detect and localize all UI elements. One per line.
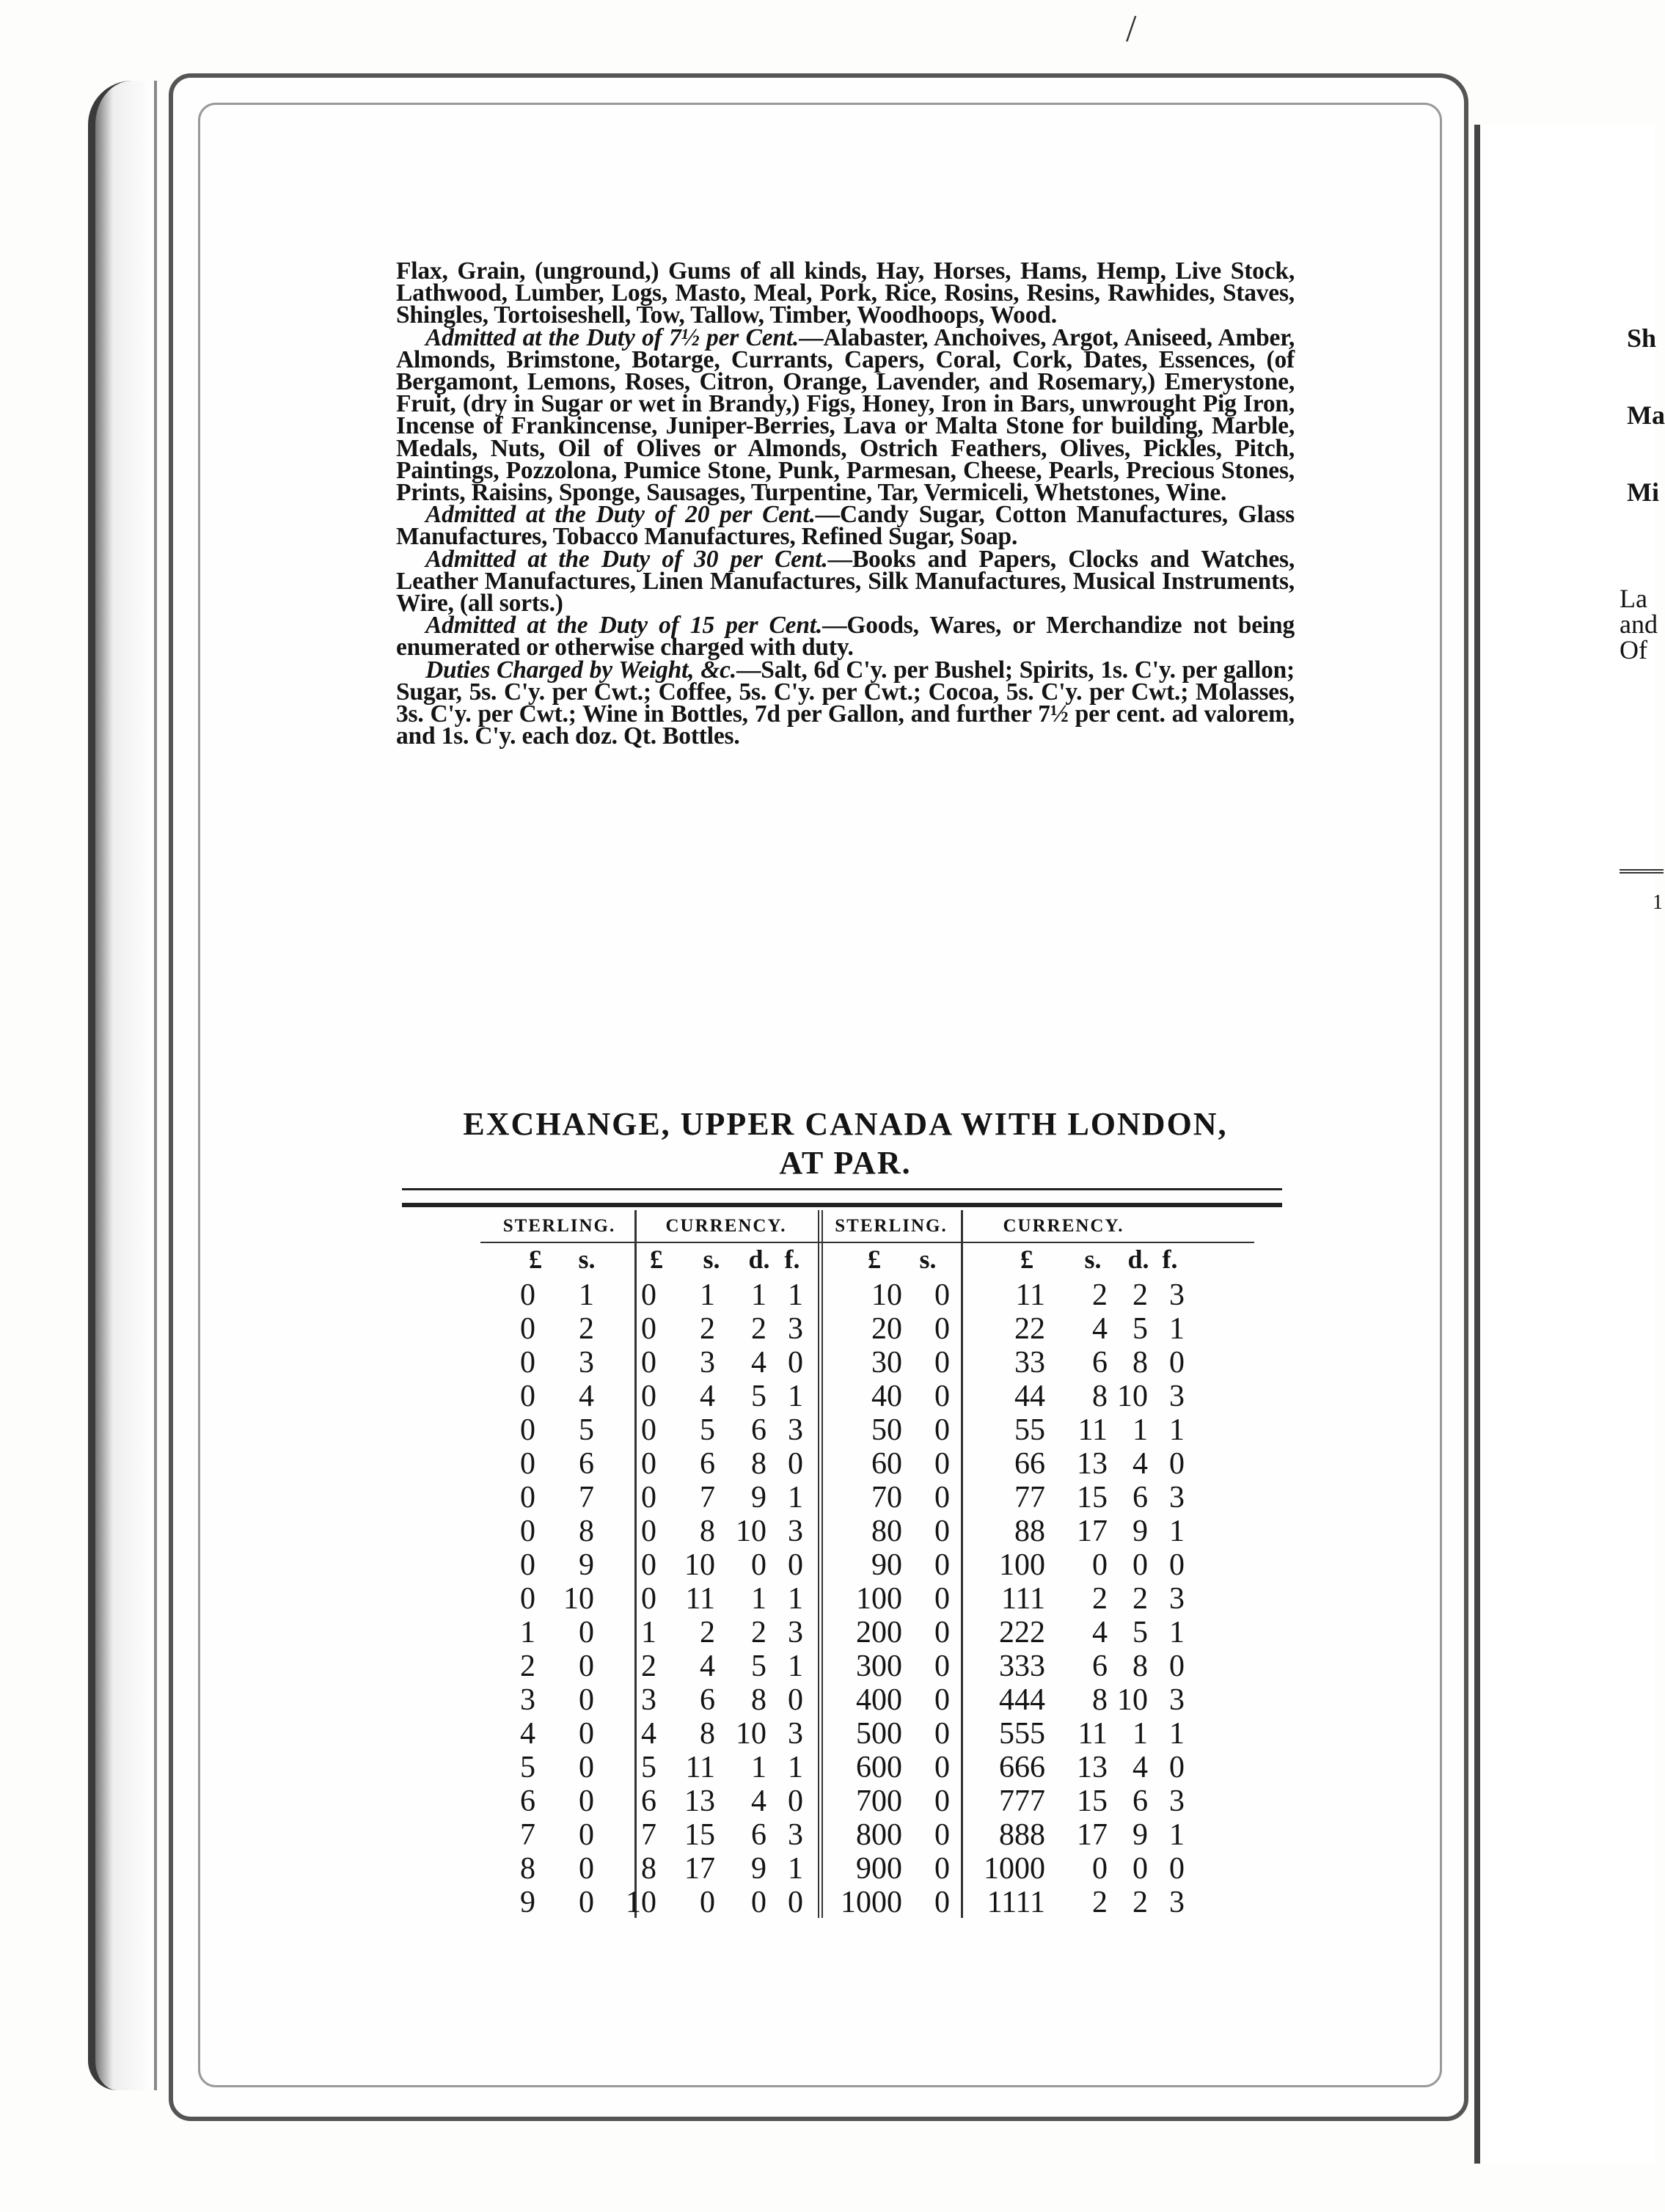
table-cell: 0: [1169, 1548, 1185, 1582]
table-cell: 0: [641, 1447, 656, 1481]
table-cell: 0: [641, 1548, 656, 1582]
table-cell: 13: [1077, 1751, 1108, 1784]
table-cell: 4: [1132, 1447, 1148, 1481]
table-cell: 1: [1169, 1515, 1185, 1548]
table-row: [480, 1413, 1254, 1447]
table-cell: 1000: [841, 1886, 902, 1919]
table-row: [480, 1784, 1254, 1818]
table-cell: 777: [999, 1784, 1045, 1818]
table-cell: 5: [579, 1413, 594, 1447]
table-cell: 1: [1132, 1717, 1148, 1751]
table-cell: 1: [1169, 1413, 1185, 1447]
table-cell: 0: [579, 1784, 594, 1818]
tariff-paragraph: [396, 501, 1295, 551]
table-cell: 6: [1132, 1784, 1148, 1818]
table-cell: 7: [520, 1818, 535, 1852]
table-cell: 1: [1132, 1413, 1148, 1447]
table-cell: 10: [736, 1515, 766, 1548]
table-cell: 9: [579, 1548, 594, 1582]
table-cell: 8: [579, 1515, 594, 1548]
table-cell: 3: [1169, 1481, 1185, 1515]
table-cell: 2: [751, 1616, 766, 1649]
table-cell: 0: [641, 1380, 656, 1413]
table-row: [480, 1683, 1254, 1717]
table-cell: 0: [1132, 1548, 1148, 1582]
table-cell: 6: [1092, 1346, 1108, 1380]
table-cell: 6: [751, 1818, 766, 1852]
table-cell: 9: [751, 1481, 766, 1515]
table-cell: 4: [751, 1784, 766, 1818]
table-cell: 1: [788, 1649, 803, 1683]
table-cell: 400: [856, 1683, 902, 1717]
table-cell: 2: [1092, 1886, 1108, 1919]
table-cell: 0: [641, 1346, 656, 1380]
table-cell: 5: [751, 1380, 766, 1413]
table-cell: 4: [700, 1380, 715, 1413]
table-cell: 0: [788, 1346, 803, 1380]
table-cell: 444: [999, 1683, 1045, 1717]
table-row: [480, 1818, 1254, 1852]
table-cell: 8: [1132, 1346, 1148, 1380]
table-cell: 333: [999, 1649, 1045, 1683]
table-cell: 6: [700, 1683, 715, 1717]
table-cell: 0: [520, 1548, 535, 1582]
table-cell: 0: [520, 1481, 535, 1515]
table-cell: 8: [1092, 1683, 1108, 1717]
table-cell: 1: [788, 1278, 803, 1312]
table-cell: 3: [520, 1683, 535, 1717]
paragraph-body: —Alabaster, Anchoives, Argot, Aniseed, Amber, Almonds, Brimstone, Botarge, Currants, Capers, Coral, Cork, Dates, Essences, (of Bergamont, Lemons, Roses, Citron, Orange, Lavender, and Rosemary,) Emerystone, Fruit, (dry in Sugar or wet in Brandy,) Figs, Honey, Iron in Bars, unwrought Pig Iron, Incense of Frankincense, Juniper-Berries, Lava or Malta Stone for building, Marble, Medals, Nuts, Oil of Olives or Almonds, Ostrich Feathers, Olives, Pickles, Pitch, Paintings, Pozzolona, Pumice Stone, Punk, Parmesan, Cheese, Pearls, Precious Stones, Prints, Raisins, Sponge, Sausages, Turpentine, Tar, Vermiceli, Whetstones, Wine.: [396, 323, 1295, 507]
adjacent-page-fragment: La: [1620, 584, 1647, 613]
table-cell: 0: [641, 1515, 656, 1548]
table-cell: 1111: [987, 1886, 1045, 1919]
table-cell: 3: [1169, 1683, 1185, 1717]
table-row: [480, 1346, 1254, 1380]
table-cell: 1: [751, 1751, 766, 1784]
table-row: [480, 1852, 1254, 1886]
sub-header: £: [529, 1245, 542, 1274]
table-cell: 1: [788, 1582, 803, 1616]
table-cell: 0: [520, 1346, 535, 1380]
sub-header: £: [868, 1245, 881, 1274]
table-cell: 900: [856, 1852, 902, 1886]
table-cell: 0: [934, 1886, 950, 1919]
table-cell: 0: [934, 1278, 950, 1312]
table-row: [480, 1582, 1254, 1616]
paragraph-lead: Admitted at the Duty of 15 per Cent.: [425, 612, 823, 640]
table-cell: 0: [934, 1649, 950, 1683]
table-cell: 4: [751, 1346, 766, 1380]
table-cell: 0: [934, 1784, 950, 1818]
table-cell: 0: [579, 1616, 594, 1649]
table-cell: 4: [700, 1649, 715, 1683]
table-cell: 0: [788, 1784, 803, 1818]
table-cell: 15: [1077, 1784, 1108, 1818]
paragraph-body: —Books and Papers, Clocks and Watches, Leather Manufactures, Linen Manufactures, Silk Manufactures, Musical Instruments, Wire, (all sorts.): [396, 545, 1295, 618]
table-cell: 15: [684, 1818, 715, 1852]
table-cell: 3: [788, 1312, 803, 1346]
table-cell: 60: [871, 1447, 902, 1481]
table-cell: 1: [788, 1852, 803, 1886]
table-cell: 0: [520, 1312, 535, 1346]
table-cell: 0: [579, 1886, 594, 1919]
table-cell: 0: [641, 1481, 656, 1515]
table-cell: 5: [700, 1413, 715, 1447]
table-cell: 4: [1132, 1751, 1148, 1784]
table-cell: 0: [579, 1818, 594, 1852]
exchange-heading: EXCHANGE, UPPER CANADA WITH LONDON,: [463, 1106, 1228, 1142]
table-cell: 9: [1132, 1818, 1148, 1852]
table-cell: 9: [751, 1852, 766, 1886]
table-cell: 0: [788, 1548, 803, 1582]
table-cell: 7: [579, 1481, 594, 1515]
table-row: [480, 1717, 1254, 1751]
table-cell: 3: [788, 1413, 803, 1447]
table-cell: 3: [641, 1683, 656, 1717]
table-cell: 0: [934, 1683, 950, 1717]
sub-header: d.: [1127, 1245, 1149, 1274]
adjacent-page-fragment: Ma: [1627, 400, 1665, 430]
tariff-text: [396, 257, 1295, 750]
table-cell: 0: [934, 1616, 950, 1649]
table-cell: 6: [579, 1447, 594, 1481]
table-cell: 2: [1132, 1278, 1148, 1312]
table-cell: 500: [856, 1717, 902, 1751]
table-cell: 40: [871, 1380, 902, 1413]
table-cell: 3: [788, 1515, 803, 1548]
table-cell: 10: [684, 1548, 715, 1582]
table-row: [480, 1481, 1254, 1515]
table-cell: 5: [751, 1649, 766, 1683]
adjacent-page-fragment: Mi: [1627, 477, 1659, 507]
table-cell: 0: [788, 1447, 803, 1481]
table-cell: 55: [1014, 1413, 1045, 1447]
table-cell: 5: [520, 1751, 535, 1784]
table-cell: 2: [520, 1649, 535, 1683]
table-cell: 0: [1169, 1852, 1185, 1886]
paragraph-lead: Admitted at the Duty of 20 per Cent.: [425, 501, 816, 529]
table-row: [480, 1447, 1254, 1481]
table-cell: 11: [1015, 1278, 1045, 1312]
table-cell: 22: [1014, 1312, 1045, 1346]
group-header: CURRENCY.: [665, 1216, 787, 1236]
table-cell: 222: [999, 1616, 1045, 1649]
group-header: CURRENCY.: [1003, 1216, 1124, 1236]
table-cell: 888: [999, 1818, 1045, 1852]
table-cell: 0: [934, 1447, 950, 1481]
table-row: [480, 1515, 1254, 1548]
table-cell: 6: [1092, 1649, 1108, 1683]
table-row: [480, 1616, 1254, 1649]
table-cell: 15: [1077, 1481, 1108, 1515]
paragraph-lead: Admitted at the Duty of 30 per Cent.: [425, 545, 828, 573]
table-cell: 0: [934, 1346, 950, 1380]
table-cell: 2: [700, 1616, 715, 1649]
table-cell: 90: [871, 1548, 902, 1582]
table-cell: 0: [641, 1582, 656, 1616]
table-cell: 0: [579, 1683, 594, 1717]
table-cell: 0: [934, 1751, 950, 1784]
table-row: [480, 1751, 1254, 1784]
table-cell: 30: [871, 1346, 902, 1380]
table-cell: 1: [579, 1278, 594, 1312]
sub-header: d.: [748, 1245, 770, 1274]
table-cell: 300: [856, 1649, 902, 1683]
table-cell: 9: [1132, 1515, 1148, 1548]
table-cell: 8: [751, 1683, 766, 1717]
table-cell: 0: [788, 1886, 803, 1919]
table-cell: 1: [788, 1380, 803, 1413]
table-cell: 2: [1092, 1582, 1108, 1616]
tariff-paragraph: [396, 656, 1295, 750]
table-cell: 8: [751, 1447, 766, 1481]
table-cell: 3: [700, 1346, 715, 1380]
table-cell: 0: [934, 1818, 950, 1852]
table-cell: 0: [934, 1312, 950, 1346]
table-cell: 80: [871, 1515, 902, 1548]
table-cell: 1: [700, 1278, 715, 1312]
table-cell: 0: [1092, 1548, 1108, 1582]
table-cell: 8: [641, 1852, 656, 1886]
sub-header: £: [650, 1245, 663, 1274]
table-cell: 0: [579, 1649, 594, 1683]
adjacent-page-fragment: 1: [1653, 891, 1663, 914]
table-cell: 0: [579, 1751, 594, 1784]
table-cell: 8: [700, 1717, 715, 1751]
table-row: [480, 1548, 1254, 1582]
adjacent-page: [1474, 125, 1665, 2164]
sub-header: s.: [919, 1245, 937, 1274]
tariff-paragraph: [396, 323, 1295, 507]
sub-header: £: [1020, 1245, 1033, 1274]
table-cell: 88: [1014, 1515, 1045, 1548]
table-cell: 0: [1169, 1649, 1185, 1683]
table-row: [480, 1380, 1254, 1413]
table-cell: 1: [641, 1616, 656, 1649]
table-cell: 11: [1077, 1717, 1108, 1751]
table-cell: 5: [1132, 1312, 1148, 1346]
table-cell: 7: [700, 1481, 715, 1515]
table-cell: 0: [700, 1886, 715, 1919]
table-cell: 6: [1132, 1481, 1148, 1515]
table-cell: 1: [1169, 1312, 1185, 1346]
table-cell: 5: [641, 1751, 656, 1784]
ink-mark: /: [1126, 8, 1137, 50]
adjacent-page-rule: [1620, 869, 1664, 874]
table-cell: 2: [641, 1649, 656, 1683]
table-cell: 0: [520, 1278, 535, 1312]
table-cell: 6: [520, 1784, 535, 1818]
table-cell: 17: [1077, 1818, 1108, 1852]
table-cell: 2: [700, 1312, 715, 1346]
table-cell: 0: [1169, 1751, 1185, 1784]
table-cell: 70: [871, 1481, 902, 1515]
table-cell: 3: [788, 1818, 803, 1852]
table-cell: 111: [1001, 1582, 1045, 1616]
table-cell: 0: [520, 1413, 535, 1447]
paragraph-body: —Salt, 6d C'y. per Bushel; Spirits, 1s. C'y. per gallon; Sugar, 5s. C'y. per Cwt.; Coffee, 5s. C'y. per Cwt.; Cocoa, 5s. C'y. per Cwt.; Molasses, 3s. C'y. per Cwt.; Wine in Bottles, 7d per Gallon, and further 7½ per cent. ad valorem, and 1s. C'y. each doz. Qt. Bottles.: [396, 656, 1295, 750]
table-cell: 0: [788, 1683, 803, 1717]
table-cell: 0: [520, 1380, 535, 1413]
table-cell: 0: [934, 1582, 950, 1616]
table-row: [480, 1649, 1254, 1683]
table-cell: 13: [1077, 1447, 1108, 1481]
table-cell: 1: [1169, 1616, 1185, 1649]
table-cell: 10: [871, 1278, 902, 1312]
sub-header: s.: [703, 1245, 720, 1274]
exchange-table: [480, 1210, 1254, 1918]
heading-rule-thick: [402, 1203, 1282, 1207]
table-cell: 0: [934, 1548, 950, 1582]
table-cell: 3: [1169, 1784, 1185, 1818]
table-cell: 10: [736, 1717, 766, 1751]
table-cell: 0: [520, 1515, 535, 1548]
paragraph-body: —Candy Sugar, Cotton Manufactures, Glass Manufactures, Tobacco Manufactures, Refined Sugar, Soap.: [396, 501, 1295, 551]
table-cell: 3: [1169, 1886, 1185, 1919]
table-cell: 8: [520, 1852, 535, 1886]
table-cell: 1000: [984, 1852, 1045, 1886]
sub-header: f.: [784, 1245, 800, 1274]
table-cell: 3: [1169, 1278, 1185, 1312]
table-cell: 0: [1169, 1346, 1185, 1380]
table-cell: 100: [999, 1548, 1045, 1582]
table-cell: 33: [1014, 1346, 1045, 1380]
table-cell: 1: [1169, 1717, 1185, 1751]
table-cell: 2: [1132, 1582, 1148, 1616]
table-cell: 0: [934, 1515, 950, 1548]
paragraph-lead: Duties Charged by Weight, &c.: [425, 656, 736, 684]
table-cell: 4: [641, 1717, 656, 1751]
table-cell: 2: [751, 1312, 766, 1346]
table-cell: 1: [520, 1616, 535, 1649]
table-cell: 0: [934, 1413, 950, 1447]
group-header: STERLING.: [835, 1216, 948, 1236]
adjacent-page-fragment: Of: [1620, 635, 1647, 664]
table-cell: 13: [684, 1784, 715, 1818]
table-cell: 0: [641, 1278, 656, 1312]
table-cell: 2: [579, 1312, 594, 1346]
table-cell: 66: [1014, 1447, 1045, 1481]
table-cell: 666: [999, 1751, 1045, 1784]
table-cell: 0: [520, 1582, 535, 1616]
table-cell: 50: [871, 1413, 902, 1447]
table-cell: 10: [1117, 1683, 1148, 1717]
table-cell: 0: [934, 1481, 950, 1515]
table-cell: 7: [641, 1818, 656, 1852]
table-cell: 11: [685, 1751, 715, 1784]
table-cell: 4: [1092, 1616, 1108, 1649]
sub-header: s.: [578, 1245, 596, 1274]
table-cell: 2: [1132, 1886, 1148, 1919]
table-cell: 0: [934, 1380, 950, 1413]
table-cell: 0: [579, 1852, 594, 1886]
adjacent-page-fragment: and: [1620, 609, 1658, 639]
table-body: [480, 1278, 1254, 1919]
table-cell: 100: [856, 1582, 902, 1616]
table-cell: 1: [751, 1582, 766, 1616]
table-cell: 10: [1117, 1380, 1148, 1413]
sub-header: f.: [1162, 1245, 1178, 1274]
table-cell: 20: [871, 1312, 902, 1346]
table-cell: 4: [579, 1380, 594, 1413]
table-cell: 0: [751, 1548, 766, 1582]
table-cell: 0: [1169, 1447, 1185, 1481]
table-cell: 0: [1092, 1852, 1108, 1886]
table-cell: 700: [856, 1784, 902, 1818]
adjacent-page-fragment: Sh: [1627, 323, 1657, 353]
table-header-rule: [480, 1242, 1254, 1243]
paragraph-body: —Goods, Wares, or Merchandize not being enumerated or otherwise charged with duty.: [396, 612, 1295, 662]
tariff-paragraph: [396, 612, 1295, 662]
table-cell: 3: [788, 1717, 803, 1751]
table-cell: 0: [934, 1717, 950, 1751]
table-cell: 17: [1077, 1515, 1108, 1548]
table-cell: 0: [751, 1886, 766, 1919]
table-cell: 17: [684, 1852, 715, 1886]
table-cell: 8: [1132, 1649, 1148, 1683]
table-cell: 0: [579, 1717, 594, 1751]
table-cell: 11: [1077, 1413, 1108, 1447]
paragraph-body: Flax, Grain, (unground,) Gums of all kinds, Hay, Horses, Hams, Hemp, Live Stock, Lathwood, Lumber, Logs, Masto, Meal, Pork, Rice, Rosins, Resins, Rawhides, Staves, Shingles, Tortoiseshell, Tow, Tallow, Timber, Woodhoops, Wood.: [396, 257, 1295, 329]
table-row: [480, 1886, 1254, 1919]
table-cell: 8: [700, 1515, 715, 1548]
table-cell: 11: [685, 1582, 715, 1616]
table-cell: 4: [520, 1717, 535, 1751]
table-cell: 2: [1092, 1278, 1108, 1312]
table-cell: 3: [1169, 1582, 1185, 1616]
table-cell: 3: [1169, 1380, 1185, 1413]
table-cell: 5: [1132, 1616, 1148, 1649]
table-cell: 77: [1014, 1481, 1045, 1515]
sub-header: s.: [1084, 1245, 1102, 1274]
table-cell: 6: [700, 1447, 715, 1481]
tariff-paragraph: [396, 545, 1295, 618]
table-cell: 6: [641, 1784, 656, 1818]
exchange-subheading: AT PAR.: [779, 1145, 912, 1181]
tariff-paragraph: [396, 257, 1295, 329]
table-cell: 10: [563, 1582, 594, 1616]
paragraph-lead: Admitted at the Duty of 7½ per Cent.: [425, 323, 799, 351]
book-edge-left: [88, 81, 157, 2090]
table-cell: 3: [579, 1346, 594, 1380]
table-cell: 3: [788, 1616, 803, 1649]
table-row: [480, 1278, 1254, 1312]
table-cell: 4: [1092, 1312, 1108, 1346]
table-cell: 10: [626, 1886, 656, 1919]
table-cell: 1: [1169, 1818, 1185, 1852]
table-cell: 0: [934, 1852, 950, 1886]
table-cell: 8: [1092, 1380, 1108, 1413]
table-cell: 0: [641, 1312, 656, 1346]
table-cell: 9: [520, 1886, 535, 1919]
table-cell: 1: [751, 1278, 766, 1312]
heading-rule: [402, 1188, 1282, 1190]
table-cell: 200: [856, 1616, 902, 1649]
group-header: STERLING.: [502, 1216, 616, 1236]
table-cell: 0: [641, 1413, 656, 1447]
table-cell: 1: [788, 1751, 803, 1784]
table-cell: 800: [856, 1818, 902, 1852]
table-cell: 1: [788, 1481, 803, 1515]
table-cell: 6: [751, 1413, 766, 1447]
table-row: [480, 1312, 1254, 1346]
table-cell: 0: [520, 1447, 535, 1481]
table-cell: 44: [1014, 1380, 1045, 1413]
table-cell: 555: [999, 1717, 1045, 1751]
table-cell: 600: [856, 1751, 902, 1784]
table-cell: 0: [1132, 1852, 1148, 1886]
